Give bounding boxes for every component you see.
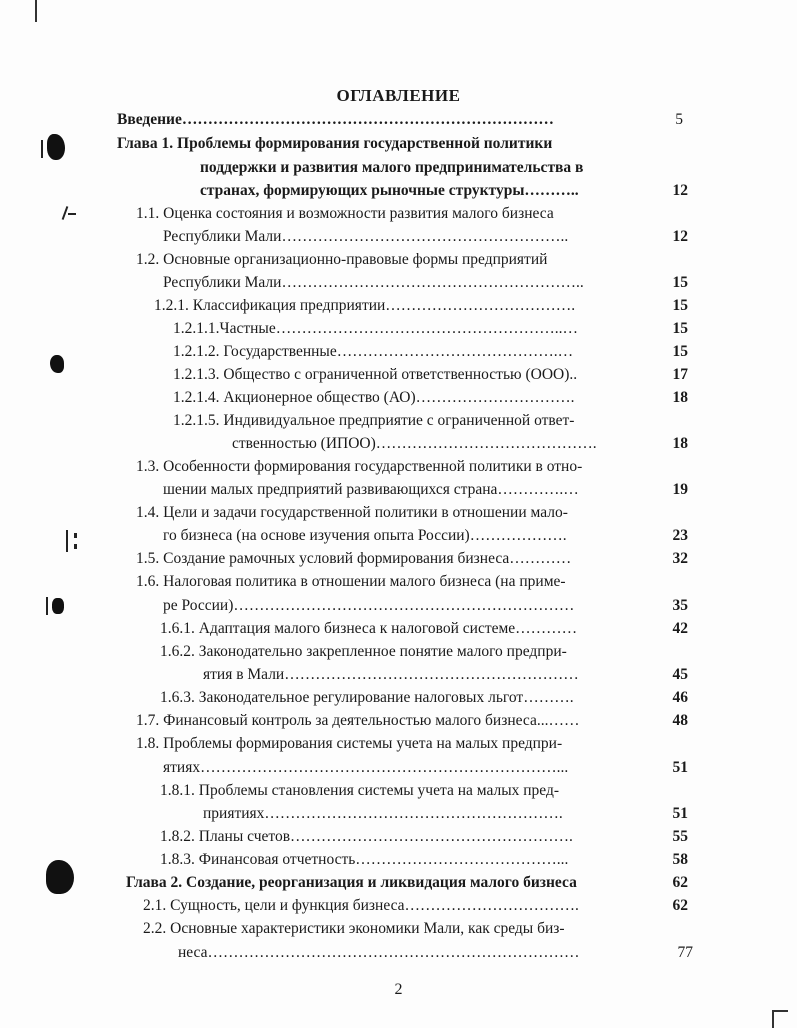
toc-page-1-2-1-5: 18 [672, 435, 688, 452]
toc-page-introduction: 5 [675, 111, 683, 128]
scan-artifact-6 [66, 530, 68, 552]
scan-artifact-10 [52, 598, 64, 614]
toc-entry-2-2-line-2: неса……………………………………………………………… [178, 944, 580, 961]
toc-page-1-8-3: 58 [672, 851, 688, 868]
toc-page-1-8-1: 51 [672, 805, 688, 822]
toc-page-1-2: 15 [672, 274, 688, 291]
toc-page-1-5: 32 [672, 550, 688, 567]
toc-entry-1-8: 1.8. Проблемы формирования системы учета на малых предпри- [136, 735, 563, 752]
toc-entry-1-2-1-1: 1.2.1.1.Частные………………………………………………..… [173, 320, 578, 337]
toc-entry-1-7: 1.7. Финансовый контроль за деятельностью малого бизнеса...…… [136, 712, 580, 729]
toc-page-1-6-3: 46 [672, 689, 688, 706]
toc-page-1-2-1-1: 15 [672, 320, 688, 337]
toc-page-1-2-1-2: 15 [672, 343, 688, 360]
toc-entry-1-6-1: 1.6.1. Адаптация малого бизнеса к налоговой системе………… [160, 620, 578, 637]
toc-entry-introduction: Введение……………………………………………………………… [117, 111, 554, 128]
scan-artifact-7 [74, 533, 77, 538]
toc-page-chapter-1: 12 [672, 182, 688, 199]
toc-entry-1-2-1-4: 1.2.1.4. Акционерное общество (АО)…………………………. [173, 389, 575, 406]
toc-page-2-1: 62 [672, 897, 688, 914]
toc-entry-1-6-2: 1.6.2. Законодательно закрепленное понятие малого предпри- [160, 643, 567, 660]
toc-entry-2-2: 2.2. Основные характеристики экономики Мали, как среды биз- [143, 920, 565, 937]
toc-entry-1-2-1-5: 1.2.1.5. Индивидуальное предприятие с ограниченной ответ- [173, 412, 575, 429]
toc-page-1-2-1-3: 17 [672, 366, 688, 383]
toc-entry-chapter-1-line-3: странах, формирующих рыночные структуры……….. [200, 182, 579, 199]
scan-artifact-8 [74, 544, 77, 549]
toc-entry-1-6-3: 1.6.3. Законодательное регулирование налоговых льгот………. [160, 689, 574, 706]
toc-entry-chapter-2: Глава 2. Создание, реорганизация и ликвидация малого бизнеса [126, 874, 577, 891]
toc-entry-1-1-line-2: Республики Мали……………………………………………….. [163, 228, 569, 245]
toc-page-1-4: 23 [672, 527, 688, 544]
toc-page-1-2-1: 15 [672, 297, 688, 314]
toc-entry-1-2-line-2: Республики Мали………………………………………………….. [163, 274, 584, 291]
toc-page-1-8: 51 [672, 759, 688, 776]
toc-entry-1-6-line-2: ре России)………………………………………………………… [163, 597, 575, 614]
toc-page-1-7: 48 [672, 712, 688, 729]
toc-page-2-2: 77 [677, 944, 693, 961]
scan-edge-bottom-right [772, 1010, 788, 1012]
toc-entry-1-8-1: 1.8.1. Проблемы становления системы учета на малых пред- [160, 782, 560, 799]
scan-edge-top-left [35, 0, 37, 22]
toc-entry-1-8-2: 1.8.2. Планы счетов………………………………………………. [160, 828, 573, 845]
toc-page-1-2-1-4: 18 [672, 389, 688, 406]
toc-entry-1-6-2-line-2: ятия в Мали………………………………………………… [203, 666, 579, 683]
scan-artifact-9 [46, 597, 48, 615]
scan-artifact-11 [46, 860, 74, 894]
toc-page-1-1: 12 [672, 228, 688, 245]
page-number: 2 [394, 981, 403, 998]
scan-artifact-4 [68, 213, 76, 215]
toc-page-1-6-1: 42 [672, 620, 688, 637]
toc-entry-1-8-line-2: ятиях……………………………………………………………... [163, 759, 569, 776]
toc-entry-1-2: 1.2. Основные организационно-правовые формы предприятий [136, 251, 548, 268]
scan-artifact-1 [47, 134, 65, 160]
toc-entry-1-8-3: 1.8.3. Финансовая отчетность…………………………………... [160, 851, 569, 868]
scan-edge-bottom-right-2 [772, 1010, 774, 1028]
toc-page-1-3: 19 [672, 481, 688, 498]
toc-entry-1-2-1-3: 1.2.1.3. Общество с ограниченной ответственностью (ООО).. [173, 366, 578, 383]
toc-entry-1-3-line-2: шении малых предприятий развивающихся страна………….… [163, 481, 579, 498]
toc-entry-1-2-1-5-line-2: ственностью (ИПОО)……………………………………. [232, 435, 597, 452]
page-title: ОГЛАВЛЕНИЕ [336, 86, 461, 105]
scan-artifact-5 [50, 355, 64, 373]
toc-entry-1-6: 1.6. Налоговая политика в отношении малого бизнеса (на приме- [136, 573, 566, 590]
toc-page-1-6: 35 [672, 597, 688, 614]
toc-entry-1-4: 1.4. Цели и задачи государственной политики в отношении мало- [136, 504, 568, 521]
toc-page-chapter-2: 62 [672, 874, 688, 891]
toc-entry-chapter-1-line-2: поддержки и развития малого предпринимательства в [200, 159, 584, 176]
toc-entry-chapter-1: Глава 1. Проблемы формирования государственной политики [117, 135, 553, 152]
toc-entry-1-8-1-line-2: приятиях…………………………………………………. [203, 805, 563, 822]
toc-page-1-8-2: 55 [672, 828, 688, 845]
toc-page-1-6-2: 45 [672, 666, 688, 683]
toc-entry-1-2-1-2: 1.2.1.2. Государственные…………………………………….… [173, 343, 574, 360]
toc-entry-1-2-1: 1.2.1. Классификация предприятии………………………………. [154, 297, 576, 314]
toc-entry-1-5: 1.5. Создание рамочных условий формирования бизнеса………… [136, 550, 572, 567]
toc-entry-1-3: 1.3. Особенности формирования государственной политики в отно- [136, 458, 583, 475]
toc-entry-2-1: 2.1. Сущность, цели и функция бизнеса……………………………. [143, 897, 579, 914]
toc-entry-1-4-line-2: го бизнеса (на основе изучения опыта России)………………. [163, 527, 567, 544]
toc-entry-1-1: 1.1. Оценка состояния и возможности развития малого бизнеса [136, 205, 554, 222]
scan-artifact-2 [41, 140, 43, 158]
